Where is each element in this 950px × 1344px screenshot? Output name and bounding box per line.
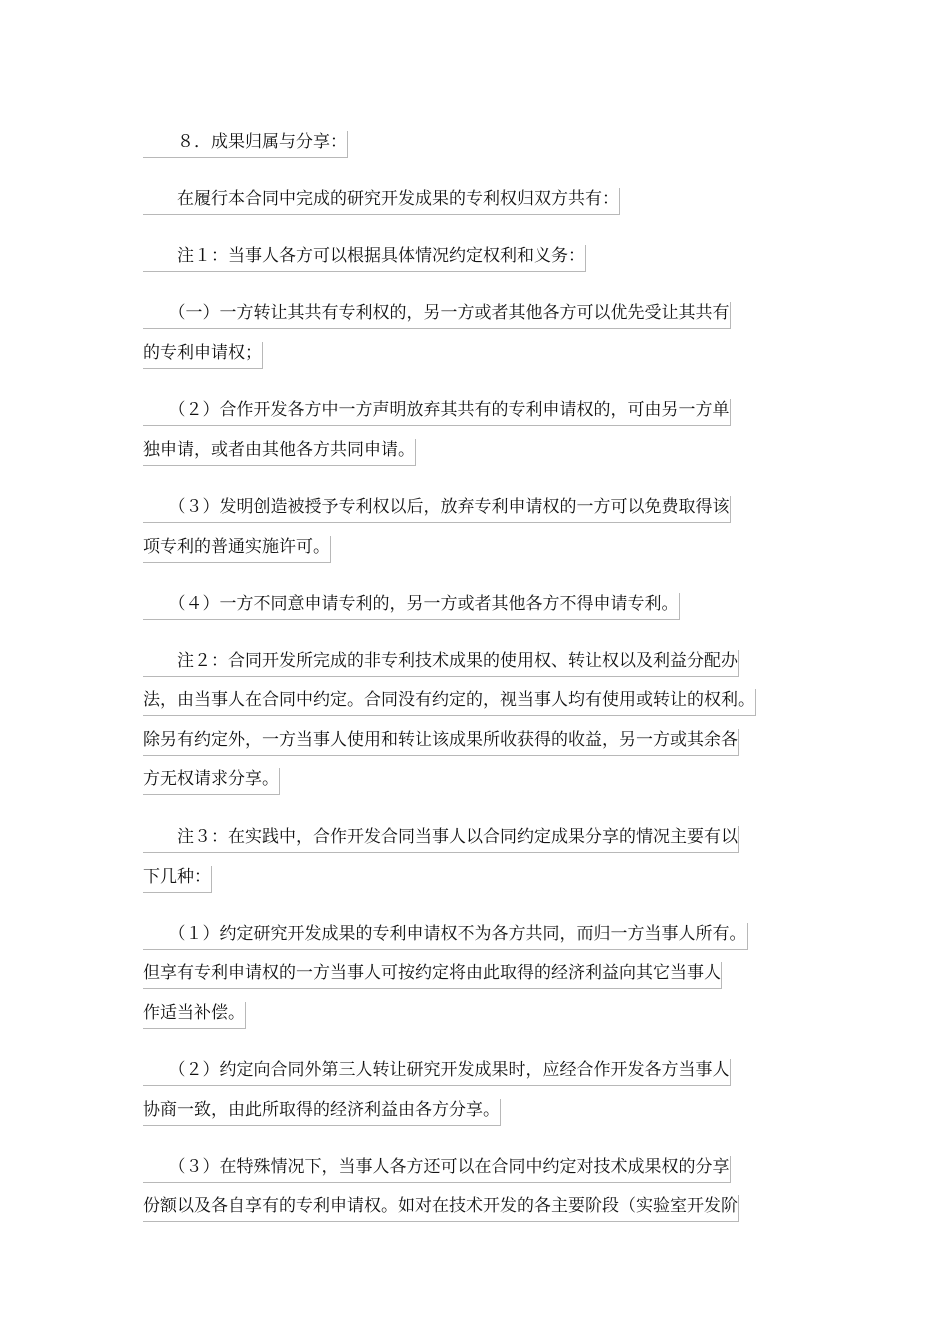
case-1-line-1: （１）约定研究开发成果的专利申请权不为各方共同，而归一方当事人所有。 — [143, 923, 748, 950]
case-2-line-2: 协商一致，由此所取得的经济利益由各方分享。 — [143, 1099, 501, 1126]
item-2-line-1: （２）合作开发各方中一方声明放弃其共有的专利申请权的，可由另一方单 — [143, 399, 731, 426]
case-1-line-2: 但享有专利申请权的一方当事人可按约定将由此取得的经济利益向其它当事人 — [143, 962, 722, 989]
note-2-line-2: 法，由当事人在合同中约定。合同没有约定的，视当事人均有使用或转让的权利。 — [143, 689, 756, 716]
item-3-line-2: 项专利的普通实施许可。 — [143, 536, 331, 563]
note-3-line-1: 注３：在实践中，合作开发合同当事人以合同约定成果分享的情况主要有以 — [143, 826, 739, 853]
case-1-line-3: 作适当补偿。 — [143, 1002, 246, 1029]
case-2-line-1: （２）约定向合同外第三人转让研究开发成果时，应经合作开发各方当事人 — [143, 1059, 731, 1086]
case-3-line-2: 份额以及各自享有的专利申请权。如对在技术开发的各主要阶段（实验室开发阶 — [143, 1195, 739, 1222]
paragraph-ownership: 在履行本合同中完成的研究开发成果的专利权归双方共有： — [143, 188, 620, 215]
item-4-line-1: （４）一方不同意申请专利的，另一方或者其他各方不得申请专利。 — [143, 593, 680, 620]
note-2-line-1: 注２：合同开发所完成的非专利技术成果的使用权、转让权以及利益分配办 — [143, 650, 739, 677]
note-2-line-3: 除另有约定外，一方当事人使用和转让该成果所收获得的收益，另一方或其余各 — [143, 729, 739, 756]
note-1: 注１：当事人各方可以根据具体情况约定权利和义务： — [143, 245, 586, 272]
item-a-line-1: （一）一方转让其共有专利权的，另一方或者其他各方可以优先受让其共有 — [143, 302, 731, 329]
note-2-line-4: 方无权请求分享。 — [143, 768, 280, 795]
item-2-line-2: 独申请，或者由其他各方共同申请。 — [143, 439, 416, 466]
item-a-line-2: 的专利申请权； — [143, 342, 263, 369]
section-title: ８．成果归属与分享： — [143, 131, 348, 158]
note-3-line-2: 下几种： — [143, 866, 212, 893]
item-3-line-1: （３）发明创造被授予专利权以后，放弃专利申请权的一方可以免费取得该 — [143, 496, 731, 523]
case-3-line-1: （３）在特殊情况下，当事人各方还可以在合同中约定对技术成果权的分享 — [143, 1156, 731, 1183]
